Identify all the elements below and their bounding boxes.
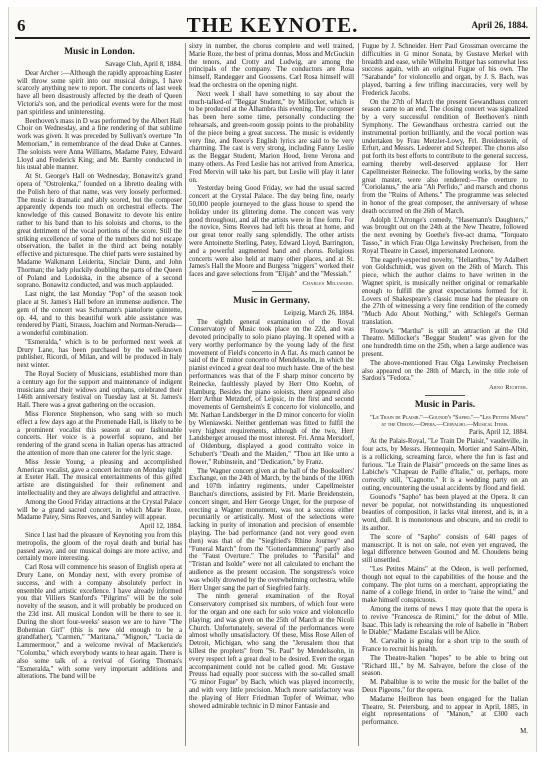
issue-date: April 26, 1884. [471, 20, 528, 30]
paragraph: sixty in number, the chorus complete and well trained, Marie Roze, the best of prima donnas, Moss and McGuckin the tenors, and Crotty and Ludwig, are among the principals of the company. The conductors are Rosa himself, Randegger and Goossens. Carl Rosa himself will lead the orchestra on the opening night. [189, 43, 354, 89]
page-number: 6 [17, 16, 26, 35]
paragraph: Last night, the last Monday "Pop" of the season took place at St. James's Hall before an immense audience. The gem of the concert was Schumann's pianoforte quintette, op. 44, and to this beautiful work able assistance was rendered by Piatti, Strauss, Joachim and Norman-Neruda—a wonderful combination. [17, 291, 182, 338]
section-rule [425, 395, 465, 396]
author-signature: Charles Millward. [302, 279, 354, 287]
paragraph: Yesterday being Good Friday, we had the usual sacred concert at the Crystal Palace. The day being fine, nearly 50,000 people journeyed to the glass house to spend the holiday under its glittering dome. The concert was very good throughout, and all the artists were in fine form. For the novice, Sims Reeves had left his throat at home, and our great tenor really sang splendidly. The other artists were Antoinette Sterling, Patey, Edward Lloyd, Barrington, and a powerful augmented band and chorus. Religious concerts were also held at many other places, and at St. James's Hall the Moore and Burgess "niggers" worked their faces and gave selections from "Elijah" and the "Messiah." [189, 185, 354, 279]
paragraph: Fugue by J. Schneider. Herr Paul Grossman overcame the difficulties in G minor Sonata, by Gustave Merkel with breadth and ease, while Wilhelm Rottger has somewhat less success again, with an original Fugue of his own. The "Sarabande" for violoncello and organ, by J. S. Bach, was played, barring a few trifling inaccuracies, very well by Frederick Jacobs. [362, 43, 528, 97]
column-3 [362, 43, 528, 748]
paragraph: Miss Jessie Young, a pleasing and accomplished American vocalist, gave a concert lecture on Monday night at Exeter Hall. The musical entertainments of this gifted artiste are distinguished for their refinement and intellectuality and they are always delightful and attractive. [17, 458, 182, 498]
paragraph: Next week I shall have something to say about the much-talked-of "Beggar Student," by Millocker, which is to be produced at the Alhambra this evening. The composer has been here some time, personally conducting the rehearsals, and green-room gossip points to the probability of the piece being a great success. The music is evidently very fine, and Reece's English lyrics are said to be very charming. The cast is very strong, including Fanny Leslie as the Beggar Student, Marion Hood, Irene Verona and many others. As Fred Leslie has not arrived from America, Fred Mervin will take his part, but Leslie will play it later on. [189, 90, 354, 184]
section-rule [252, 291, 292, 292]
paragraph: "Les Petites Mains" at the Odeon, is well performed, though not equal to the capabilities of the house and the company. The plot turns on a merchant, appropriating the name of a college friend, in order to "raise the wind," and make himself conspicuous. [362, 566, 528, 605]
paragraph: At St. George's Hall on Wednesday, Bonawitz's grand opera of "Ostrolenka," founded on a libretto dealing with the Polish hero of that name, was very loosely performed. The music is dramatic and ably scored, but the composer apparently depends too much on orchestral effects. The knowledge of this caused Bonawitz to devote his entire rather to his band than to his soloists and chorus, to the great detriment of the vocal portions of the score. Still the striking excellence of some of the numbers did not escape observation, the ballet in the third act being notably effective and picturesque. The chief parts were sustained by Madame Walkmann Leiderita, Sinclair Dunn, and John Thorman; the lady pluckily doubling the parts of the Queen of Poland and Lodoiska, in the absence of a second soprano. Bonawitz conducted, and was much applauded. [17, 173, 182, 290]
paragraph: The Royal Society of Musicians, established more than a century ago for the support and maintenance of indigent musicians and their widows and orphans, celebrated their 146th anniversary festival on Tuesday last at St. James's Hall. There was a great gathering on the occasion. [17, 371, 182, 410]
paragraph: Beethoven's mass in D was performed by the Albert Hall Choir on Wednesday, and a fine rendering of that sublime work was given. It was preceded by Sullivan's overture "In Memoriam," in remembrance of the dead Duke at Cannes. The soloists were Anna Williams, Madame Patey, Edward Lloyd and Frederick King; and Mr. Barnby conducted in his usual able manner. [17, 117, 182, 172]
paragraph: The Wagner concert given at the hall of the Booksellers' Exchange, on the 24th of March, by the bands of the 106th and 107th infantry regiments, under Capellmeister Bauchau's directions, assisted by Frl. Marie Breidenstein, concert singer, and Herr George Unger, for the purpose of erecting a Wagner monument, was not a success either pecuniarily or artistically. Most of the selections were lacking in purity of intonation and precision of ensemble playing. The bad performance (and not very good even then) was that of the "Siegfried's Rhine Journey" and "Funeral March" from the "Gotterdammerung" partly also the "Faust Overture." The preludes to "Parsifal" and "Tristan and Isolde" were not all calculated to enchant the audience as the present occasion. The songstress's voice was wholly drowned by the overwhelming orchestra, while Herr Unger sang the part of Siegfried fairly. [189, 467, 354, 592]
paragraph: Flotow's "Martha" is still an attraction at the Old Theatre. Millocker's "Beggar Student" was given for the one hundredth time on the 25th, when a large audience was present. [362, 327, 528, 359]
paragraph: M. Pabalblue is to write the music for the ballet of the Deux Pigeons," for the opera. [362, 679, 528, 694]
paragraph: Dear Archer :—Although the rapidly approaching Easter will throw some spirit into our musical doings, I have scarcely anything new to report. The concerts of last week have all been disastrously affected by the death of Queen Victoria's son, and the periodical events were for the most part spiritless and uninteresting. [17, 69, 182, 116]
paragraph: Miss Florence Stephenson, who sang with so much effect a few days ago at the Promenade Hall, is likely to be a prominent vocalist this season at our fashionable concerts. Her voice is a powerful soprano, and her rendering of the grand scena in Italian operas has attracted the attention of more than one caterer for the lyric stage. [17, 411, 182, 458]
paragraph: The eagerly-expected novelty, "Heliantbus," by Adalbert von Goldschmidt, was given on the 26th of March. This piece, which the author claims to have written in the Wagner spirit, is musically neither original or remarkable enough to fulfill the great expectations formed for it. Lovers of Shakespeare's classic muse had the pleasure on the 27th of witnessing a very fine rendition of the comedy "Much Ado About Nothing," with Schlegel's German translation. [362, 256, 528, 326]
closing-signature: M. [520, 727, 528, 735]
paragraph: Since I last had the pleasure of Keynoting you from this metropolis, the gloom of the royal death and burial has passed away, and our musical doings are more active, and certainly more interesting. [17, 532, 182, 563]
dateline: Savage Club, April 8, 1884. [105, 61, 182, 68]
column-divider [358, 43, 359, 746]
section-title-london: Music in London. [64, 47, 135, 57]
paragraph: On the 27th of March the present Gewandhaus concert season came to an end. The closing concert was signalized by a very successful rendition of Beethoven's ninth Symphony. The Gewandhaus orchestra carried out the instrumental portion brilliantly, and the vocal portion was undertaken by Frau Metzler-Lowy, Frl. Breidenstein, of Erfurt, and Messrs. Ledeerer and Schrøper. The chorus also put forth its best efforts to contribute to the general success, earning thereby well-deserved applause for Herr Capellmeister Reinecke. The following works, by the same great master, were also rendered:—The overture to "Coriolanus," the aria "Ah Perfido," and marsch and chorus from the "Ruins of Athens." The programme was selected in honor of the great composer, the anniversary of whose death occurred on the 26th of March. [362, 98, 528, 215]
dateline: Leipzig, March 26, 1884. [283, 309, 354, 317]
paragraph: The eighth general examination of the Royal Conservatory of Music took place on the 22d, and was devoted principally to solo piano playing. It opened with a very worthy performance by the young lady of the first movement of Field's concerto in A flat. As much cannot be said of the E minor concerto of Mendelssohn, in which the pianist evinced a great deal too much haste. One of the best performances was that of the F sharp minor concerto by Reinecke, faultlessly played by Herr Otto Koehn, of Hamburg. Besides the piano soloists, there appeared also Herr Arthur Metzdorf, of Leipsic, in the first and second movements of Gernsheim's E concerto for violoncello, and Mr. Nathan Landsberger in the D minor concerto for violin by Wieniawski. Neither gentleman was fitted to fulfil the very highest requirements, although of the two, Herr Landsberger aroused the most interest. Fri. Anna Mersdorf, of Oldenburg, displayed a good contralto voice in Schubert's "Death and the Maiden," "Thou art like unto a flower," Rubinstein, and "Dedication," by Franz. [189, 318, 354, 466]
paragraph: Gounod's "Sapho" has been played at the Opera. It can never be popular, not notwithstanding its unquestioned beauties of composition, it lacks vital interest, and is, in a word, dull. It is monotonous and obscure, and no credit to its author. [362, 493, 528, 533]
section-title-germany: Music in Germany. [233, 295, 310, 306]
paragraph: The above-mentioned Frau Olga Lewinsky Precheisen also appeared on the 28th of March, in the title role of Sardou's "Fedora." [362, 359, 528, 383]
section-subhead: "Le Train de Plaisir."—Gounod's "Sapho."—"Les Petites Mains" at the Odeon.—Opera.—Cervalho.—Musical Items. [370, 414, 528, 429]
column-divider [185, 43, 186, 746]
paragraph: "Esmeralda," which is to be performed next week at Drury Lane, has been purchased by the well-known publisher, Ricordi, of Milan, and will be produced in Italy next winter. [17, 338, 182, 370]
paragraph: Among the items of news I may quote that the opera is to revive "Francesca de Rimini," for the debut of Mlle. Isaac. This lady is rehearsing the role of Isabelle in "Robert le Diable;" Madame Escalais will be Alice. [362, 606, 528, 637]
paragraph: The score of "Sapho" consists of 640 pages of manuscript. It is not on sale, not even yet engraved, the legal difference between Gounod and M. Choudens being still unsettled. [362, 533, 528, 565]
paragraph: M. Carvalho is going for a short trip to the south of France to recruit his health. [362, 638, 528, 653]
paragraph: Madame Heilbron has been engaged for the Italian Theatre, St. Petersburg, and to appear in April, 1885, in eight representations of "Manon," at £300 each performance. [362, 695, 528, 727]
section-title-paris: Music in Paris. [414, 400, 476, 411]
paragraph: Carl Rosa will commence his season of English opera at Drury Lane, on Monday next, with every promise of success, and with a company absolutely perfect in ensemble and artistic excellence. I have already informed you that Villiers Stanford's "Pilgrims" will be the sole novelty of the season, and it will probably be produced on the 23d inst. All musical London will be there to see it. During the short four-weeks' season we are to have "The Bohemian Girl" (this is new old enough to be a grandfather), "Carmen," "Maritana," "Mignon," "Lucia de Lammermoor," and a welcome revival of Mackenzie's "Colomba," which everybody wants to hear again. There is also some talk of a revival of Goring Thomas's "Esmeralda," with some very important additions and alterations. The band will be [17, 564, 182, 681]
author-signature: Arno Richter. [489, 384, 528, 392]
paragraph: Among the Good Friday attractions at the Crystal Palace will be a grand sacred concert, in which Marie Roze, Madame Patey, Sims Reeves, and Santley will appear. [17, 498, 182, 522]
page-header [15, 13, 530, 39]
column-1 [17, 43, 182, 748]
dateline: Paris, April 12, 1884. [469, 429, 528, 437]
column-2 [189, 43, 354, 748]
paragraph: Adolph L'Arronge's comedy, "Hasemann's Daughters," was brought out on the 24th at the New Theatre, followed the next evening by Goethe's five-act drama, "Torquato Tasso," in which Frau Olga Lewinsky Precheisen, from the Royal Theatre in Cassel, impersonated Leonore. [362, 216, 528, 255]
newspaper-page [8, 7, 537, 752]
paragraph: At the Palais-Royal, "Le Train De Plaisir," vaudeville, in four acts, by Messrs. Hennequin, Mortier and Saint-Albin, is a rollicking, screaming farce, where the fun is fast and furious. "Le Train de Plaisir" proceeds on the same lines as Labiche's "Chapeau de Paille d'Italie," or, perhaps, more correctly still, "Cagnotte." It is a wedding party on an outing, encountering the usual accidents by flood and field. [362, 438, 528, 493]
dateline: April 12, 1884. [139, 523, 182, 531]
paragraph: The ninth general examination of the Royal Conservatory comprised six numbers, of which four were for the organ and one each for solo voice and violoncello playing; and was given on the 25th of March at the Nicoli Church. Unfortunately, several of the performances were almost wholly unsatisfactory. Of these, Miss Rose Allen of Detroit, Michigan, who sang the "Jerusalem thou that killest the prophets" from "St. Paul" by Mendelssohn, in every respect left a great deal to be desired. Even the organ accompaniment could not be called good. Mr. Gustave Preuss had equally poor success with the so-called small "G minor Fugue" by Bach, which was played incorrectly, and with very little precision. Much more satisfactory was the playing of Herr Friedman Topfer of Weimar, who showed admirable technic in D minor Fantasie and [189, 593, 354, 710]
masthead-title: THE KEYNOTE. [186, 13, 359, 37]
paragraph: The Theatre-Italien "hopes" to be able to bring out "Richard III.," by M. Salvayre, before the close of the season. [362, 654, 528, 678]
